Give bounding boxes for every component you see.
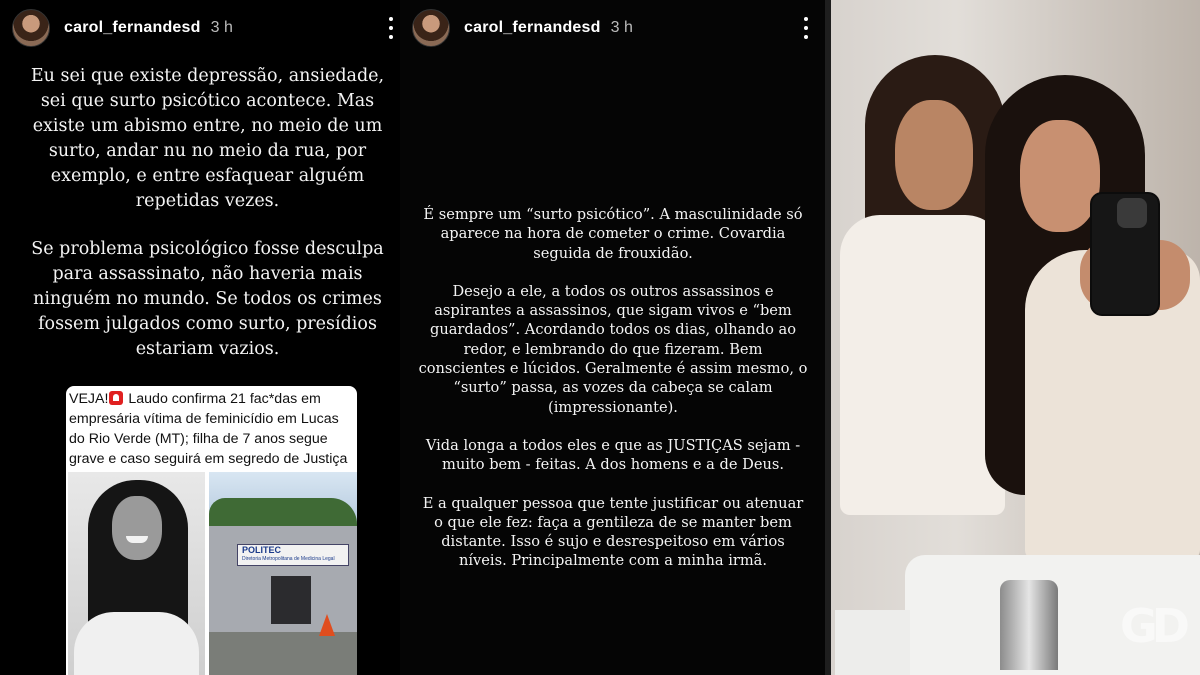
faucet [1000,580,1058,670]
news-headline-prefix: VEJA! [69,391,109,407]
woman-right-face [1020,120,1100,232]
siren-emoji-icon [109,391,123,405]
avatar[interactable] [12,9,50,47]
story-text [418,205,808,571]
story-panel-1 [0,0,400,675]
story-paragraph: Desejo a ele, a todos os outros assassinos e aspirantes a assassinos, que sigam vivos e “bem guardados”. Acordando todos os dias, olhando ao redor, e lembrando do que fizeram. Bem conscientes e lúcidos. Geralmente é assim mesmo, o “surto” passa, as vozes da cabeça se calam (impressionante). [418,282,808,416]
victim-photo [68,472,205,675]
woman-left-face [895,100,973,210]
story-paragraph: É sempre um “surto psicótico”. A masculinidade só aparece na hora de cometer o crime. Covardia seguida de frouxidão. [423,206,803,262]
avatar[interactable] [412,9,450,47]
time-ago: 3 h [210,19,233,36]
building-sign: POLITEC Diretoria Metropolitana de Medicina Legal [237,544,349,566]
watermark-logo: GD [1120,599,1184,653]
story-header [412,10,813,46]
news-headline [69,389,357,469]
story-header [12,10,398,46]
selfie-photo [825,0,1200,675]
story-paragraph: E a qualquer pessoa que tente justificar ou atenuar o que ele fez: faça a gentileza de se manter bem distante. Isso é sujo e desrespeitoso em vários níveis. Principalmente com a minha irmã. [422,494,804,570]
news-card[interactable] [66,386,357,675]
username[interactable]: carol_fernandesd [464,19,601,36]
news-headline-text: Laudo confirma 21 fac*das em empresária vítima de feminicídio em Lucas do Rio Verde (MT); filha de 7 anos segue grave e caso seguirá em segredo de Justiça [69,391,348,467]
story-panel-2 [400,0,825,675]
time-ago: 3 h [610,19,633,36]
more-vertical-icon[interactable] [384,16,398,40]
username[interactable]: carol_fernandesd [64,19,201,36]
story-paragraph: Eu sei que existe depressão, ansiedade, sei que surto psicótico acontece. Mas existe um abismo entre, no meio de um surto, andar nu no meio da rua, por exemplo, e entre esfaquear alguém repetidas vezes. [30,66,385,211]
story-text [20,64,395,362]
camera-icon [1117,198,1147,228]
story-paragraph: Vida longa a todos eles e que as JUSTIÇAS sejam - muito bem - feitas. A dos homens e a de Deus. [425,436,801,474]
towel [835,610,910,675]
story-paragraph: Se problema psicológico fosse desculpa para assassinato, não haveria mais ninguém no mundo. Se todos os crimes fossem julgados como surto, presídios estariam vazios. [31,239,384,359]
building-photo [209,472,357,675]
more-vertical-icon[interactable] [799,16,813,40]
woman-left-body [840,215,1005,515]
